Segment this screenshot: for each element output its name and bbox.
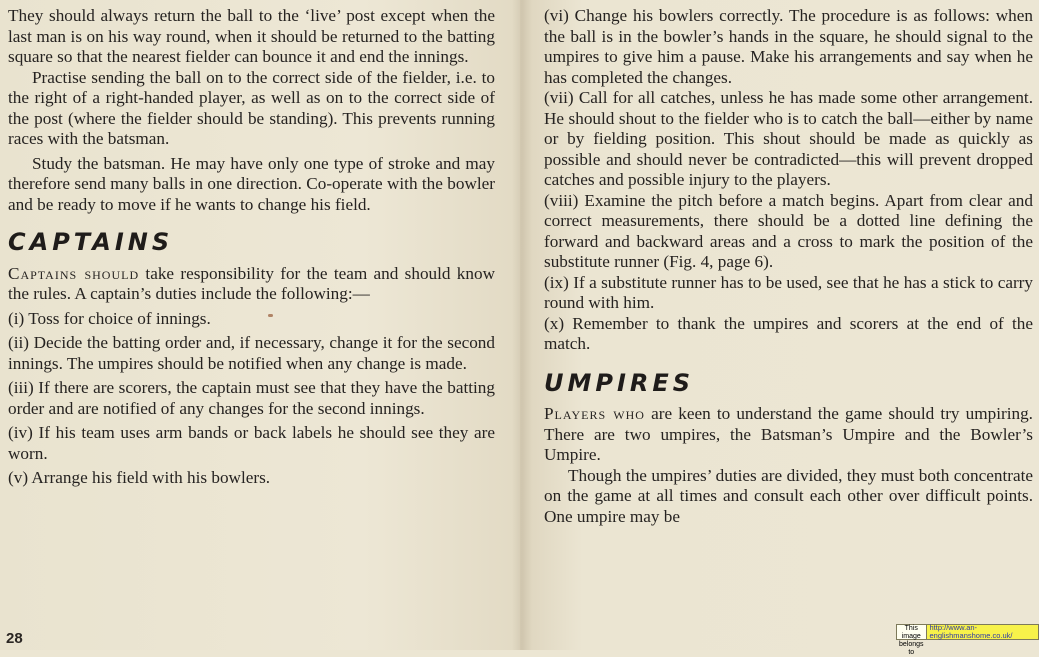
duty-item: (viii) Examine the pitch before a match begins. Apart from clear and correct measurements, there should be a dotted line defining the forward and backward areas and a cross to mark the position of the substitute runner (Fig. 4, page 6). [544,190,1033,271]
duty-item: (ii) Decide the batting order and, if necessary, change it for the second innings. The umpires should be notified when any change is made. [8,333,495,373]
captains-lead-in: Captains should [8,263,140,283]
paragraph-practise: Practise sending the ball on to the correct side of the fielder, i.e. to the right of a right-handed player, as well as on to the correct side of the post (where the fielder should be standing). This prevents running races with the batsman. [8,67,495,148]
page-number: 28 [6,630,23,647]
umpires-intro-text: are keen to understand the game should try umpiring. There are two umpires, the Batsman’s Umpire and the Bowler’s Umpire. [544,404,1033,464]
paragraph-study-batsman: Study the batsman. He may have only one type of stroke and may therefore send many balls in one direction. Co-operate with the bowler and be ready to move if he wants to change his field. [8,153,495,214]
watermark-url-link[interactable]: http://www.an-englishmanshome.co.uk/ [927,624,1039,640]
captains-intro-text: take responsibility for the team and should know the rules. A captain’s duties include the following:— [8,263,495,303]
watermark [896,623,1039,656]
paragraph-umpires-duties: Though the umpires’ duties are divided, they must both concentrate on the game at all times and consult each other over difficult points. One umpire may be [544,465,1033,526]
duty-item: (vi) Change his bowlers correctly. The procedure is as follows: when the ball is in the bowler’s hands in the square, he should signal to the umpires to give him a pause. Make his arrangements and say when he has completed the changes. [544,6,1033,87]
heading-captains: CAPTAINS [8,228,174,256]
heading-umpires: UMPIRES [544,368,695,397]
book-gutter [512,0,532,650]
left-column [8,6,495,489]
duty-item: (x) Remember to thank the umpires and scorers at the end of the match. [544,313,1033,353]
duty-item: (i) Toss for choice of innings. [8,308,211,328]
umpires-lead-in: Players who [544,404,645,423]
paragraph-umpires-intro [544,404,1033,466]
duty-item: (v) Arrange his field with his bowlers. [8,468,271,487]
paragraph-captains-intro [8,264,495,305]
right-column [544,6,1033,527]
duty-item: (iv) If his team uses arm bands or back labels he should see they are worn. [8,423,495,463]
duty-item: (ix) If a substitute runner has to be used, see that he has a stick to carry round with him. [544,272,1033,312]
watermark-label: This image belongs to [896,624,927,640]
duty-item: (iii) If there are scorers, the captain must see that they have the batting order and are notified of any changes for the second innings. [8,378,495,418]
paragraph-return-ball: They should always return the ball to the ‘live’ post except when the last man is on his way round, when it should be returned to the batting square so that the nearest fielder can bounce it and end the innings. [8,6,495,66]
duty-item: (vii) Call for all catches, unless he has made some other arrangement. He should shout to the fielder who is to catch the ball—either by name or by fielding position. This shout should be made as quickly as possible and should never be contradicted—this will prevent dropped catches and possible injury to the players. [544,88,1033,189]
